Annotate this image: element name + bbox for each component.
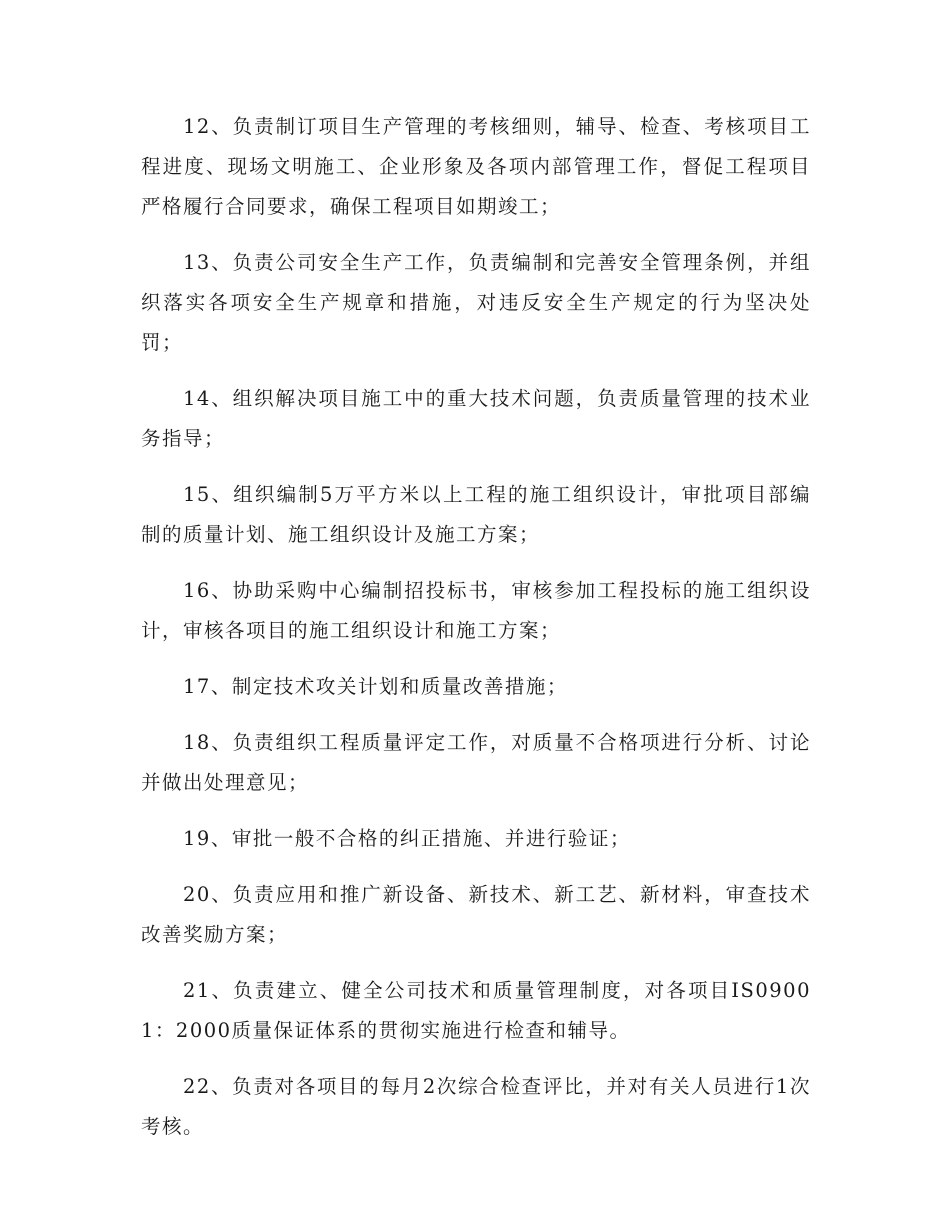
paragraph-item-15: 15、组织编制5万平方米以上工程的施工组织设计，审批项目部编制的质量计划、施工组织设计及施工方案；: [141, 483, 811, 546]
paragraph-item-14: 14、组织解决项目施工中的重大技术问题，负责质量管理的技术业务指导；: [141, 387, 811, 450]
paragraph-item-17: 17、制定技术攻关计划和质量改善措施；: [183, 675, 568, 698]
document-body: [141, 107, 811, 1163]
paragraph-item-13: 13、负责公司安全生产工作，负责编制和完善安全管理条例，并组织落实各项安全生产规章和措施，对违反安全生产规定的行为坚决处罚；: [141, 251, 811, 354]
paragraph-item-20: 20、负责应用和推广新设备、新技术、新工艺、新材料，审查技术改善奖励方案；: [141, 883, 811, 946]
paragraph-item-16: 16、协助采购中心编制招投标书，审核参加工程投标的施工组织设计，审核各项目的施工组织设计和施工方案；: [141, 579, 811, 642]
paragraph-item-22: 22、负责对各项目的每月2次综合检查评比，并对有关人员进行1次考核。: [141, 1075, 811, 1138]
paragraph-item-12: 12、负责制订项目生产管理的考核细则，辅导、检查、考核项目工程进度、现场文明施工、企业形象及各项内部管理工作，督促工程项目严格履行合同要求，确保工程项目如期竣工；: [141, 115, 811, 218]
paragraph-item-18: 18、负责组织工程质量评定工作，对质量不合格项进行分析、讨论并做出处理意见；: [141, 731, 811, 794]
paragraph-item-19: 19、审批一般不合格的纠正措施、并进行验证；: [183, 827, 631, 850]
paragraph-item-21: 21、负责建立、健全公司技术和质量管理制度，对各项目IS09001：2000质量保证体系的贯彻实施进行检查和辅导。: [141, 979, 811, 1042]
